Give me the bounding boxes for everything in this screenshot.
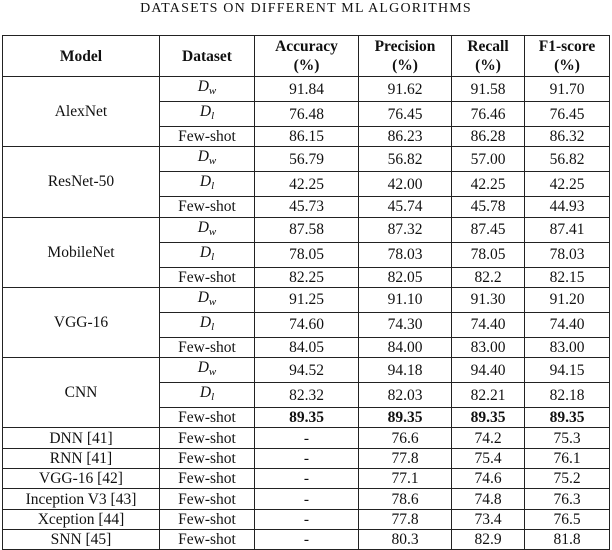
- metric-cell: 42.25: [452, 172, 525, 197]
- column-header-label: F1-score: [538, 38, 596, 55]
- model-cell: RNN [41]: [3, 448, 160, 468]
- dataset-cell: Few-shot: [160, 469, 255, 489]
- model-cell: Xception [44]: [3, 509, 160, 529]
- dataset-cell: [160, 217, 255, 242]
- metric-cell: 87.45: [452, 217, 525, 242]
- metric-cell: 89.35: [255, 408, 359, 428]
- dataset-cell: [160, 312, 255, 337]
- dataset-symbol: D: [197, 359, 209, 377]
- metric-cell: 91.10: [359, 287, 452, 312]
- metric-cell: 91.84: [255, 77, 359, 102]
- model-cell: CNN: [3, 358, 160, 428]
- metric-cell: 86.28: [452, 127, 525, 147]
- dataset-symbol: D: [197, 78, 209, 95]
- metric-cell: 76.48: [255, 102, 359, 127]
- results-table: [2, 35, 610, 550]
- table-row: [3, 287, 610, 312]
- metric-cell: 76.45: [359, 102, 452, 127]
- metric-cell: 76.45: [525, 102, 610, 127]
- dataset-label: Few-shot: [178, 198, 236, 216]
- dataset-cell: Few-shot: [160, 428, 255, 448]
- metric-cell: 82.21: [452, 383, 525, 408]
- metric-cell: 77.8: [359, 448, 452, 468]
- dataset-cell: [160, 287, 255, 312]
- metric-cell: 42.25: [525, 172, 610, 197]
- metric-cell: -: [255, 428, 359, 448]
- metric-cell: 78.05: [255, 242, 359, 267]
- metric-cell: 56.82: [525, 147, 610, 172]
- metric-cell: 42.25: [255, 172, 359, 197]
- metric-cell: 57.00: [452, 147, 525, 172]
- metric-cell: 75.2: [525, 469, 610, 489]
- metric-cell: 45.78: [452, 197, 525, 217]
- dataset-symbol: D: [197, 218, 209, 236]
- metric-cell: 86.23: [359, 127, 452, 147]
- metric-cell: 56.79: [255, 147, 359, 172]
- metric-cell: 44.93: [525, 197, 610, 217]
- metric-cell: 56.82: [359, 147, 452, 172]
- metric-cell: 89.35: [452, 408, 525, 428]
- metric-cell: 94.15: [525, 358, 610, 383]
- column-header-unit: (%): [293, 57, 320, 74]
- metric-cell: 82.18: [525, 383, 610, 408]
- table-body: [3, 77, 610, 550]
- model-cell: SNN [45]: [3, 529, 160, 549]
- dataset-subscript: l: [211, 180, 215, 193]
- metric-cell: 94.40: [452, 358, 525, 383]
- metric-cell: 78.6: [359, 489, 452, 509]
- metric-cell: 82.03: [359, 383, 452, 408]
- metric-cell: 89.35: [359, 408, 452, 428]
- table-caption: DATASETS ON DIFFERENT ML ALGORITHMS: [140, 1, 472, 16]
- dataset-symbol: D: [199, 103, 212, 120]
- metric-cell: -: [255, 509, 359, 529]
- dataset-cell: [160, 358, 255, 383]
- column-header: [160, 36, 255, 77]
- metric-cell: 91.25: [255, 287, 359, 312]
- metric-cell: 77.8: [359, 509, 452, 529]
- metric-cell: 76.1: [525, 448, 610, 468]
- column-header-unit: (%): [392, 57, 418, 74]
- metric-cell: 75.3: [525, 428, 610, 448]
- metric-cell: 42.00: [359, 172, 452, 197]
- model-cell: AlexNet: [3, 77, 160, 147]
- column-header-label: Dataset: [182, 47, 232, 65]
- metric-cell: 74.8: [452, 489, 525, 509]
- model-cell: VGG-16 [42]: [3, 469, 160, 489]
- metric-cell: -: [255, 469, 359, 489]
- header-row: [3, 36, 610, 77]
- dataset-label: Few-shot: [178, 409, 236, 427]
- table-row: [3, 217, 610, 242]
- dataset-subscript: l: [211, 250, 215, 263]
- metric-cell: 86.32: [525, 127, 610, 147]
- metric-cell: 81.8: [525, 529, 610, 549]
- metric-cell: 91.58: [452, 77, 525, 102]
- table-row: [3, 147, 610, 172]
- metric-cell: 82.25: [255, 267, 359, 287]
- dataset-subscript: w: [208, 155, 217, 168]
- dataset-subscript: l: [211, 320, 215, 333]
- dataset-subscript: w: [208, 366, 217, 379]
- metric-cell: 91.62: [359, 77, 452, 102]
- dataset-cell: Few-shot: [160, 489, 255, 509]
- metric-cell: 94.18: [359, 358, 452, 383]
- metric-cell: 94.52: [255, 358, 359, 383]
- model-cell: ResNet-50: [3, 147, 160, 217]
- metric-cell: 82.9: [452, 529, 525, 549]
- dataset-subscript: l: [211, 110, 215, 122]
- metric-cell: 83.00: [525, 337, 610, 357]
- dataset-cell: [160, 197, 255, 217]
- dataset-symbol: D: [199, 173, 212, 191]
- metric-cell: 76.6: [359, 428, 452, 448]
- column-header-label: Accuracy: [275, 38, 338, 55]
- dataset-label: Few-shot: [178, 339, 236, 357]
- dataset-cell: [160, 147, 255, 172]
- dataset-subscript: w: [208, 85, 217, 97]
- dataset-cell: [160, 172, 255, 197]
- baseline-row: [3, 428, 610, 448]
- dataset-cell: [160, 127, 255, 147]
- metric-cell: 76.5: [525, 509, 610, 529]
- dataset-cell: [160, 77, 255, 102]
- baseline-row: [3, 489, 610, 509]
- metric-cell: 74.40: [452, 312, 525, 337]
- column-header: [525, 36, 610, 77]
- model-cell: Inception V3 [43]: [3, 489, 160, 509]
- dataset-cell: Few-shot: [160, 448, 255, 468]
- metric-cell: -: [255, 489, 359, 509]
- dataset-subscript: w: [208, 295, 217, 308]
- metric-cell: 91.20: [525, 287, 610, 312]
- dataset-cell: Few-shot: [160, 509, 255, 529]
- model-cell: VGG-16: [3, 287, 160, 357]
- metric-cell: 45.74: [359, 197, 452, 217]
- metric-cell: 83.00: [452, 337, 525, 357]
- metric-cell: -: [255, 529, 359, 549]
- dataset-symbol: D: [197, 148, 209, 166]
- metric-cell: 78.03: [525, 242, 610, 267]
- dataset-label: Few-shot: [178, 268, 236, 286]
- metric-cell: 84.00: [359, 337, 452, 357]
- metric-cell: 84.05: [255, 337, 359, 357]
- column-header-label: Precision: [374, 38, 436, 55]
- metric-cell: 76.46: [452, 102, 525, 127]
- column-header-label: Recall: [467, 38, 509, 55]
- column-header: [359, 36, 452, 77]
- dataset-cell: [160, 408, 255, 428]
- dataset-subscript: l: [211, 391, 215, 404]
- baseline-row: [3, 529, 610, 549]
- column-header: [255, 36, 359, 77]
- dataset-symbol: D: [199, 313, 212, 331]
- metric-cell: 74.6: [452, 469, 525, 489]
- metric-cell: 76.3: [525, 489, 610, 509]
- metric-cell: 45.73: [255, 197, 359, 217]
- metric-cell: 91.30: [452, 287, 525, 312]
- dataset-symbol: D: [199, 243, 212, 261]
- table-row: [3, 358, 610, 383]
- dataset-cell: [160, 337, 255, 357]
- metric-cell: 78.03: [359, 242, 452, 267]
- metric-cell: 74.30: [359, 312, 452, 337]
- table-row: [3, 77, 610, 102]
- dataset-cell: [160, 242, 255, 267]
- metric-cell: 77.1: [359, 469, 452, 489]
- dataset-cell: [160, 102, 255, 127]
- metric-cell: 74.60: [255, 312, 359, 337]
- metric-cell: 87.58: [255, 217, 359, 242]
- baseline-row: [3, 448, 610, 468]
- baseline-row: [3, 509, 610, 529]
- column-header-unit: (%): [475, 57, 501, 74]
- metric-cell: 78.05: [452, 242, 525, 267]
- metric-cell: 82.32: [255, 383, 359, 408]
- metric-cell: 91.70: [525, 77, 610, 102]
- metric-cell: 86.15: [255, 127, 359, 147]
- metric-cell: 80.3: [359, 529, 452, 549]
- dataset-cell: [160, 267, 255, 287]
- model-cell: MobileNet: [3, 217, 160, 287]
- metric-cell: 89.35: [525, 408, 610, 428]
- dataset-symbol: D: [199, 384, 212, 402]
- column-header: [452, 36, 525, 77]
- metric-cell: 74.40: [525, 312, 610, 337]
- baseline-row: [3, 469, 610, 489]
- column-header-label: Model: [59, 47, 103, 65]
- metric-cell: 82.05: [359, 267, 452, 287]
- metric-cell: 87.32: [359, 217, 452, 242]
- metric-cell: 82.15: [525, 267, 610, 287]
- dataset-symbol: D: [197, 288, 209, 306]
- column-header-unit: (%): [554, 57, 580, 74]
- metric-cell: 87.41: [525, 217, 610, 242]
- model-cell: DNN [41]: [3, 428, 160, 448]
- metric-cell: -: [255, 448, 359, 468]
- dataset-cell: Few-shot: [160, 529, 255, 549]
- dataset-cell: [160, 383, 255, 408]
- metric-cell: 73.4: [452, 509, 525, 529]
- metric-cell: 74.2: [452, 428, 525, 448]
- dataset-label: Few-shot: [178, 128, 236, 146]
- dataset-subscript: w: [208, 225, 217, 238]
- metric-cell: 82.2: [452, 267, 525, 287]
- column-header: [3, 36, 160, 77]
- metric-cell: 75.4: [452, 448, 525, 468]
